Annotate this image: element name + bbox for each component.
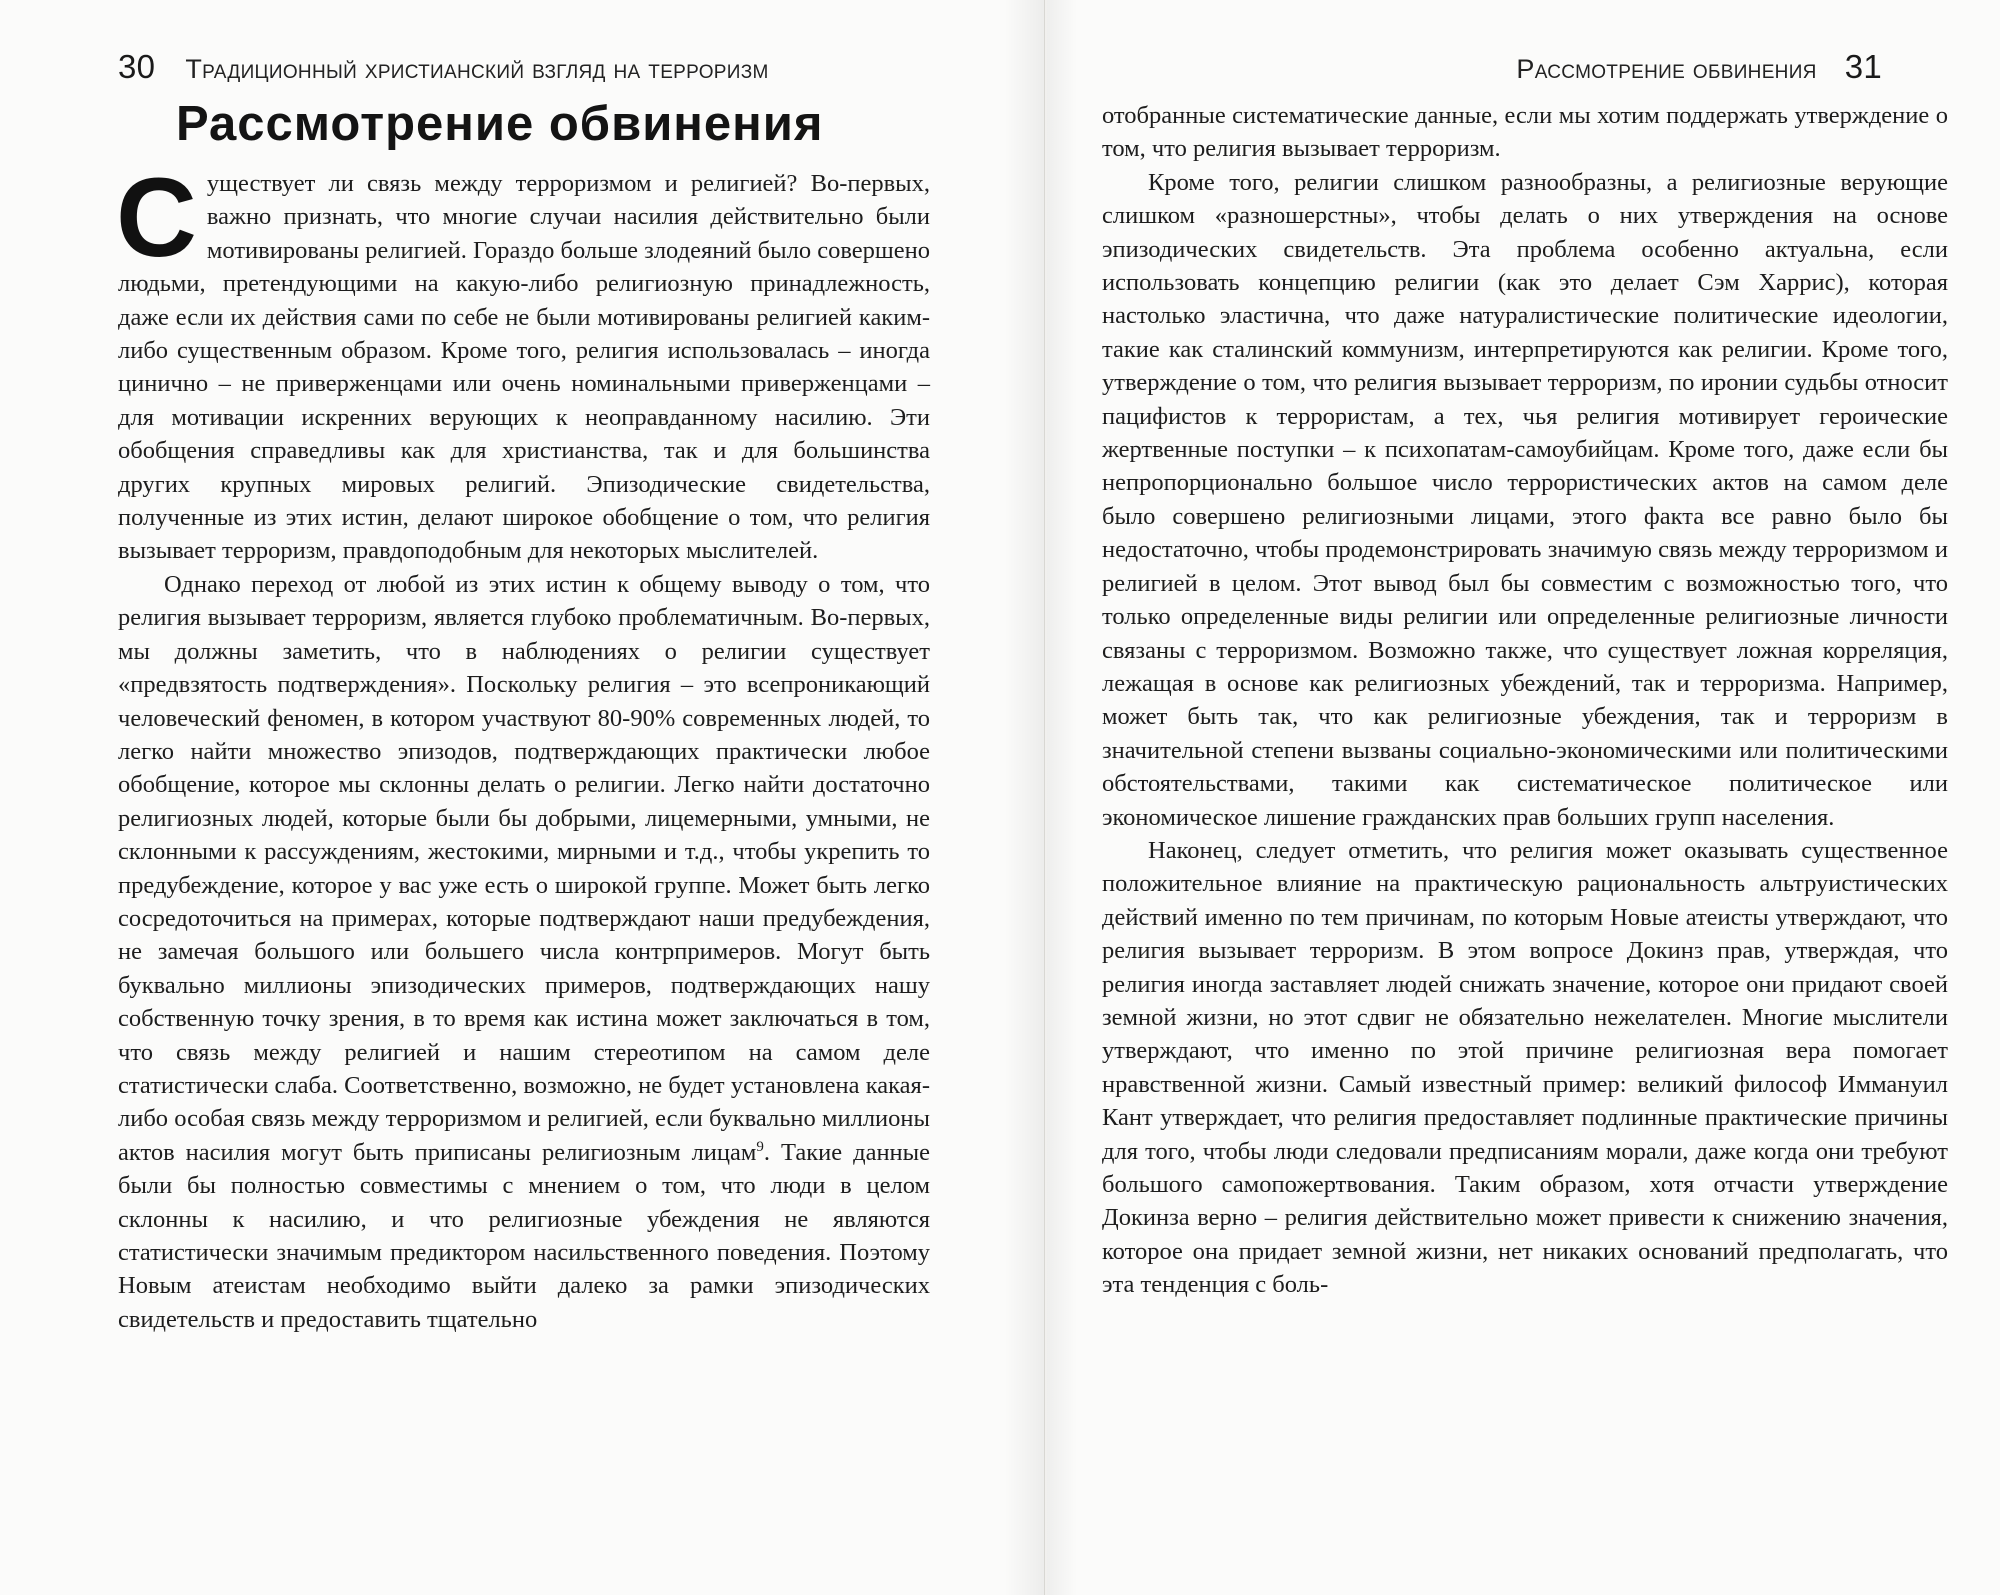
- paragraph: Кроме того, религии слишком разнообразны, а религиозные верующие слишком «разношерстны», чтобы делать о них утверждения на основе эпизодических свидетельств. Эта проблема особенно актуальна, если использовать концепцию религии (как это делает Сэм Харрис), которая настолько эластична, что даже натуралистические политические идеологии, такие как сталинский коммунизм, интерпретируются как религии. Кроме того, утверждение о том, что религия вызывает терроризм, по иронии судьбы относит пацифистов к террористам, а тех, чья религия мотивирует героические жертвенные поступки – к психопатам-самоубийцам. Кроме того, даже если бы непропорционально большое число террористических актов на самом деле было совершено религиозными лицами, этого факта все равно было бы недостаточно, чтобы продемонстрировать значимую связь между терроризмом и религией в целом. Этот вывод был бы совместим с возможностью того, что только определенные виды религии или определенные религиозные личности связаны с терроризмом. Возможно также, что существует ложная корреляция, лежащая в основе как религиозных убеждений, так и терроризма. Например, может быть так, что как религиозные убеждения, так и терроризм в значительной степени вызваны социально-экономическими или политическими обстоятельствами, такими как систематическое политическое или экономическое лишение гражданских прав больших групп населения.: [1102, 168, 1948, 831]
- left-column: [116, 155, 931, 1336]
- page-number-left: 30: [118, 48, 156, 85]
- paragraph: отобранные систематические данные, если мы хотим поддержать утверждение о том, что религия вызывает терроризм.: [1102, 102, 1948, 163]
- right-column: [1102, 99, 1948, 1302]
- paragraph-text: уществует ли связь между терроризмом и религией? Во-первых, важно признать, что многие случаи насилия действительно были мотивированы религией. Гораздо больше злодеяний было совершено людьми, претендующими на какую-либо религиозную принадлежность, даже если их действия сами по себе не были мотивированы религией каким-либо существенным образом. Кроме того, религия использовалась – иногда цинично – не приверженцами или очень номинальными приверженцами – для мотивации искренних верующих к неоправданному насилию. Эти обобщения справедливы как для христианства, так и для большинства других крупных мировых религий. Эпизодические свидетельства, полученные из этих истин, делают широкое обобщение о том, что религия вызывает терроризм, правдоподобным для некоторых мыслителей.: [118, 170, 930, 565]
- running-head-right: [1516, 48, 1882, 86]
- right-page: [1047, 0, 2000, 1595]
- running-head-left: [118, 48, 769, 86]
- running-head-title-right: Рассмотрение обвинения: [1516, 54, 1817, 84]
- running-head-title-left: Традиционный христианский взгляд на терроризм: [185, 54, 769, 84]
- footnote-marker: 9: [756, 1138, 764, 1155]
- gutter-shadow: [1047, 0, 1077, 1595]
- paragraph-text: Однако переход от любой из этих истин к общему выводу о том, что религия вызывает терроризм, является глубоко проблематичным. Во-первых, мы должны заметить, что в наблюдениях о религии существует «предвзятость подтверждения». Поскольку религия – это всепроникающий человеческий феномен, в котором участвуют 80-90% современных людей, то легко найти множество эпизодов, подтверждающих практически любое обобщение, которое мы склонны делать о религии. Легко найти достаточно религиозных людей, которые были бы добрыми, лицемерными, умными, не склонными к рассуждениям, жестокими, мирными и т.д., чтобы укрепить то предубеждение, которое у вас уже есть о широкой группе. Может быть легко сосредоточиться на примерах, которые подтверждают наши предубеждения, не замечая большого или большего числа контрпримеров. Могут быть буквально миллионы эпизодических примеров, подтверждающих нашу собственную точку зрения, в то время как истина может заключаться в том, что связь между религией и нашим стереотипом на самом деле статистически слаба. Соответственно, возможно, не будет установлена какая-либо особая связь между терроризмом и религией, если буквально миллионы актов насилия могут быть приписаны религиозным лицам: [118, 570, 930, 1166]
- paragraph: Наконец, следует отметить, что религия может оказывать существенное положительное влияние на практическую рациональность альтруистических действий именно по тем причинам, по которым Новые атеисты утверждают, что религия вызывает терроризм. В этом вопросе Докинз прав, утверждая, что религия иногда заставляет людей снижать значение, которое они придают своей земной жизни, но этот сдвиг не обязательно нежелателен. Многие мыслители утверждают, что именно по этой причине религиозная вера помогает нравственной жизни. Самый известный пример: великий философ Иммануил Кант утверждает, что религия предоставляет подлинные практические причины для того, чтобы люди следовали предписаниям морали, даже когда они требуют большого самопожертвования. Таким образом, хотя отчасти утверждение Докинза верно – религия действительно может привести к снижению значения, которое она придает земной жизни, нет никаких оснований предполагать, что эта тенденция с боль-: [1102, 836, 1948, 1299]
- paragraph-text: Такие данные были бы полностью совместимы с мнением о том, что люди в целом склонны к насилию, и что религиозные убеждения не являются статистически значимым предиктором насильственного поведения. Поэтому Новым атеистам необходимо выйти далеко за рамки эпизодических свидетельств и предоставить тщательно: [118, 1138, 931, 1333]
- page-number-right: 31: [1844, 48, 1882, 85]
- drop-cap: С: [116, 155, 197, 280]
- paragraph: Однако переход от любой из этих истин к общему выводу о том, что религия вызывает терроризм, является глубоко проблематичным. Во-первых, мы должны заметить, что в наблюдениях о религии существует «предвзятость подтверждения». Поскольку религия – это всепроникающий человеческий феномен, в котором участвуют 80-90% современных людей, то легко найти множество эпизодов, подтверждающих практически любое обобщение, которое мы склонны делать о религии. Легко найти достаточно религиозных людей, которые были бы добрыми, лицемерными, умными, не склонными к рассуждениям, жестокими, мирными и т.д., чтобы укрепить то предубеждение, которое у вас уже есть о широкой группе. Может быть легко сосредоточиться на примерах, которые подтверждают наши предубеждения, не замечая большого или большего числа контрпримеров. Могут быть буквально миллионы эпизодических примеров, подтверждающих нашу собственную точку зрения, в то время как истина может заключаться в том, что связь между религией и нашим стереотипом на самом деле статистически слаба. Соответственно, возможно, не будет установлена какая-либо особая связь между терроризмом и религией, если буквально миллионы актов насилия могут быть приписаны религиозным лицам$^9$. Такие данные были бы полностью совместимы с мнением о том, что люди в целом склонны к насилию, и что религиозные убеждения не являются статистически значимым предиктором насильственного поведения. Поэтому Новым атеистам необходимо выйти далеко за рамки эпизодических свидетельств и предоставить тщательно: [118, 570, 931, 1333]
- section-title: Рассмотрение обвинения: [176, 97, 824, 151]
- paragraph: [116, 155, 930, 568]
- gutter-shadow: [1004, 0, 1044, 1595]
